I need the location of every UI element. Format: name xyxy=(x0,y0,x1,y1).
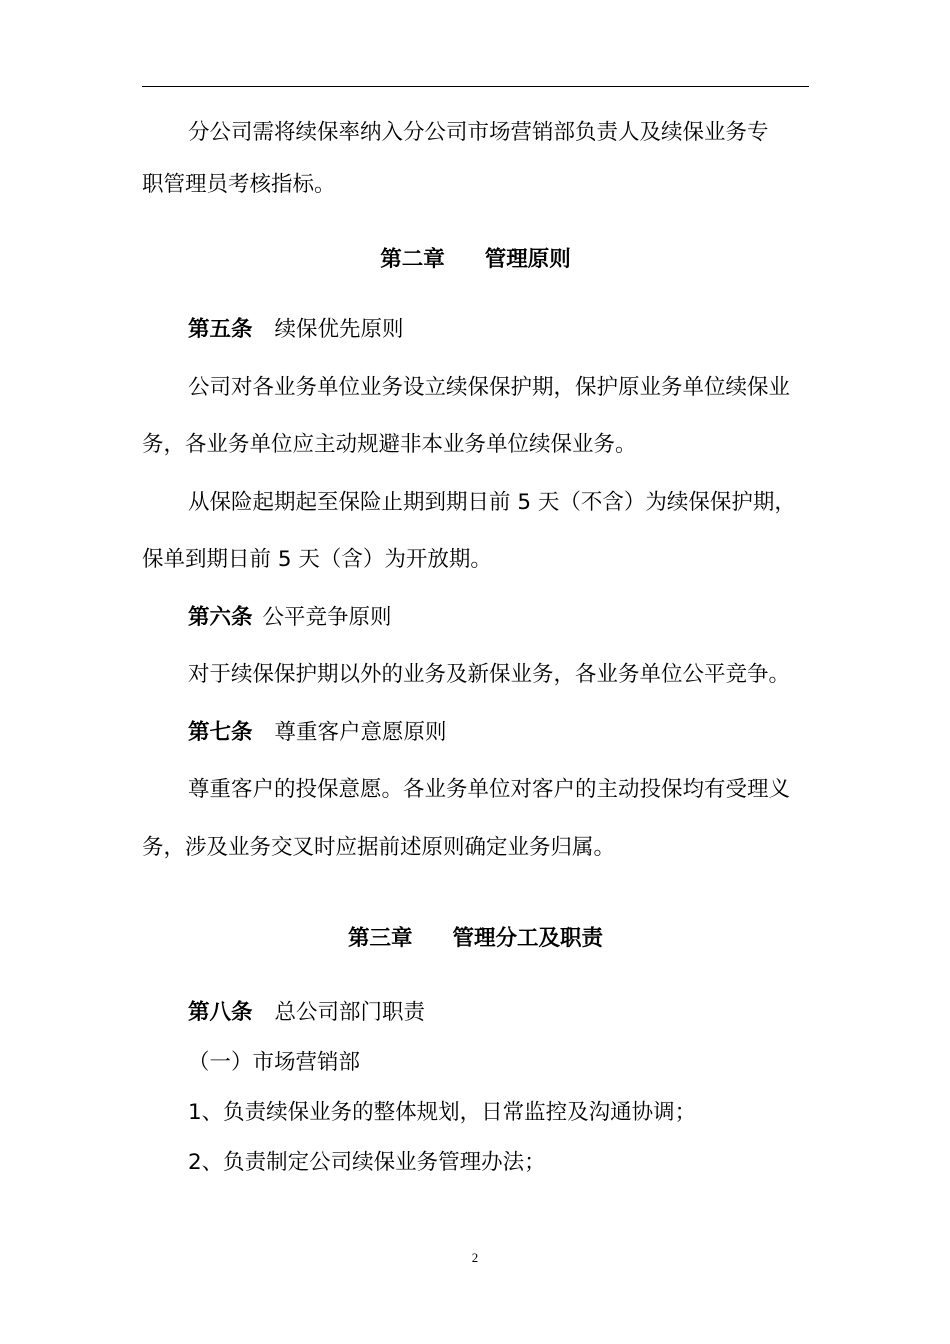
article-5-heading xyxy=(188,315,858,345)
paragraph-line: 务，各业务单位应主动规避非本业务单位续保业务。 xyxy=(142,432,637,457)
article-title: 尊重客户意愿原则 xyxy=(274,720,447,745)
page-number: 2 xyxy=(471,1250,479,1265)
article-7-heading xyxy=(188,718,858,748)
article-title: 公平竞争原则 xyxy=(262,605,392,630)
chapter-title: 管理分工及职责 xyxy=(452,926,604,951)
paragraph-line: 尊重客户的投保意愿。各业务单位对客户的主动投保均有受理义 xyxy=(188,777,791,802)
article-title: 总公司部门职责 xyxy=(274,1000,426,1025)
paragraph-line: 从保险起期起至保险止期到期日前 5 天（不含）为续保保护期， xyxy=(188,490,796,515)
paragraph-line: 公司对各业务单位业务设立续保保护期，保护原业务单位续保业 xyxy=(188,375,791,400)
paragraph-line: 职管理员考核指标。 xyxy=(142,172,336,197)
chapter-number: 第二章 xyxy=(380,247,445,272)
header-rule xyxy=(142,86,809,87)
article-number: 第六条 xyxy=(188,605,253,630)
list-item: 2、负责制定公司续保业务管理办法； xyxy=(188,1150,546,1175)
chapter-2-heading xyxy=(142,245,809,275)
paragraph-line: 务，涉及业务交叉时应据前述原则确定业务归属。 xyxy=(142,835,616,860)
article-8-heading xyxy=(188,998,858,1028)
chapter-3-heading xyxy=(142,924,809,954)
article-number: 第八条 xyxy=(188,1000,253,1025)
article-6-heading xyxy=(188,603,858,633)
sub-heading: （一）市场营销部 xyxy=(188,1050,361,1075)
article-number: 第七条 xyxy=(188,720,253,745)
article-number: 第五条 xyxy=(188,317,253,342)
chapter-title: 管理原则 xyxy=(484,247,571,272)
article-title: 续保优先原则 xyxy=(274,317,404,342)
paragraph-line: 对于续保保护期以外的业务及新保业务，各业务单位公平竞争。 xyxy=(188,662,791,687)
list-item: 1、负责续保业务的整体规划，日常监控及沟通协调； xyxy=(188,1100,697,1125)
chapter-number: 第三章 xyxy=(347,926,413,951)
paragraph-line: 分公司需将续保率纳入分公司市场营销部负责人及续保业务专 xyxy=(188,120,769,145)
paragraph-line: 保单到期日前 5 天（含）为开放期。 xyxy=(142,547,492,572)
